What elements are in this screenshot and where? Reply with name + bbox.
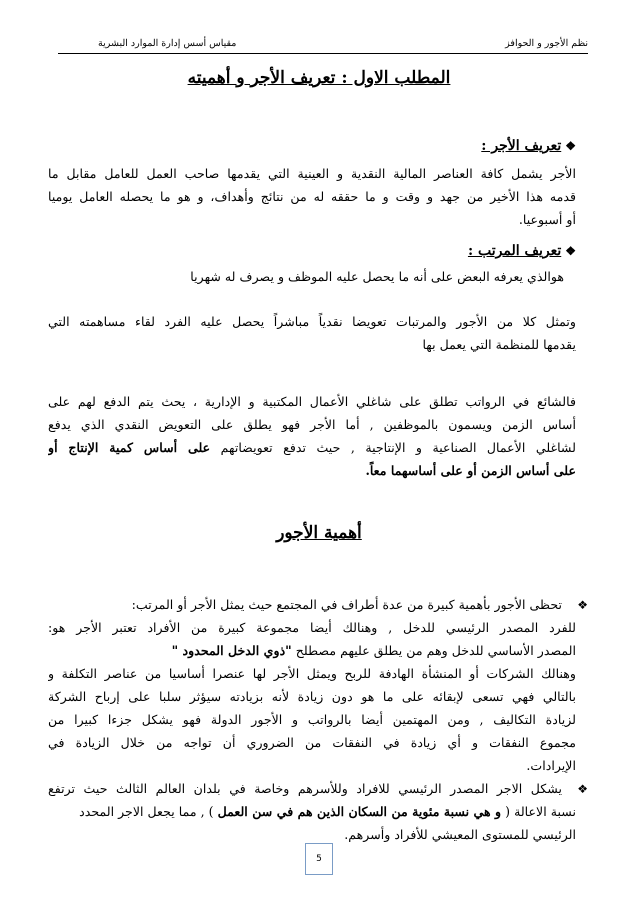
- bold-text: و هي نسبة مئوية من السكان الذين هم في سن العمل: [217, 804, 502, 819]
- header-divider: [58, 53, 588, 54]
- text-line: للفرد المصدر الرئيسي للدخل , وهنالك أيضا مجموعة كبيرة من الأفراد تعتبر الأجر هو:: [48, 620, 576, 635]
- diamond-bullet-icon: ❖: [577, 598, 588, 612]
- wage-definition-heading: [481, 138, 576, 154]
- text-line: [48, 639, 576, 662]
- common-usage-paragraph: [48, 390, 576, 482]
- text-line: الإيرادات.: [526, 758, 576, 773]
- page-number: 5: [305, 843, 333, 875]
- diamond-bullet-icon: ❖: [577, 782, 588, 796]
- text-line: مجموع النفقات و أي زيادة في النفقات من الضروري أن تواجه من خلال الزيادة في: [48, 735, 576, 750]
- text-line: فالشائع في الرواتب تطلق على شاغلي الأعمال المكتبية و الإدارية ، يحث يتم الدفع لهم على: [48, 394, 576, 409]
- importance-bullet-2: [48, 777, 576, 846]
- text-line: هوالذي يعرفه البعض على أنه ما يحصل عليه الموظف و يصرف له شهريا: [190, 269, 564, 284]
- text-line: أو أسبوعيا.: [518, 212, 576, 227]
- diamond-bullet-icon: ❖: [565, 139, 576, 153]
- text-line: يقدمها للمنظمة التي يعمل بها: [422, 337, 576, 352]
- salary-detail-paragraph: [48, 310, 576, 356]
- text-line: يشكل الاجر المصدر الرئيسي للافراد وللأسرهم وخاصة في بلدان العالم الثالث حيث ترتفع: [48, 781, 562, 796]
- text-line: الرئيسي للمستوى المعيشي للأفراد وأسرهم.: [344, 827, 576, 842]
- header-right-text: نظم الأجور و الحوافز: [505, 38, 588, 49]
- bold-text: "ذوي الدخل المحدود ": [171, 643, 292, 658]
- text-line: على أساس الزمن أو على أساسهما معاً.: [365, 463, 576, 478]
- text-line: لزيادة التكاليف , ومن المهتمين أيضا بالرواتب و الأجور الدولة فهو يشكل جزءا كبيرا من: [48, 712, 576, 727]
- text-segment: نسبة الاعالة (: [505, 804, 576, 819]
- text-line: وتمثل كلا من الأجور والمرتبات تعويضا نقدياً مباشراً يحصل عليه الفرد لقاء مساهمته التي: [48, 314, 576, 329]
- diamond-bullet-icon: ❖: [565, 244, 576, 258]
- wage-definition-paragraph: [48, 162, 576, 231]
- text-segment: المصدر الأساسي للدخل وهم من يطلق عليهم مصطلح: [295, 643, 576, 658]
- importance-bullet-1: [48, 593, 576, 777]
- text-line: بالتالي فهي تسعى لإبقائه على ما هو دون زيادة لأنه بزيادته سيؤثر سلبا على إرباح الشركة: [48, 689, 576, 704]
- salary-definition-paragraph: [48, 265, 576, 288]
- text-line: وهنالك الشركات أو المنشأة الهادفة للربح ويمثل الأجر لها عنصرا أساسيا من عناصر التكلفة و: [48, 666, 576, 681]
- wage-definition-label: تعريف الأجر :: [481, 138, 562, 154]
- salary-definition-label: تعريف المرتب :: [467, 243, 562, 259]
- text-line: [48, 436, 576, 459]
- text-segment: لشاغلي الأعمال الصناعية و الإنتاجية , حيث تدفع تعويضاتهم: [220, 440, 576, 455]
- text-segment: ) , مما يجعل الاجر المحدد: [79, 804, 214, 819]
- text-line: [48, 800, 576, 823]
- text-line: الأجر يشمل كافة العناصر المالية النقدية و العينية التي يقدمها صاحب العمل للعامل مقابل ما: [48, 166, 576, 181]
- text-line: أساس الزمن ويسمون بالموظفين , أما الأجر فهو يطلق على التعويض النقدي الذي يدفع: [48, 417, 576, 432]
- salary-definition-heading: [468, 243, 576, 259]
- page-title: المطلب الاول : تعريف الأجر و أهميته: [187, 68, 451, 88]
- bold-text: على أساس كمية الإنتاج أو: [48, 440, 211, 455]
- importance-title: أهمية الأجور: [276, 523, 362, 543]
- header-left-text: مقياس أسس إدارة الموارد البشرية: [98, 38, 237, 49]
- text-line: تحظى الأجور بأهمية كبيرة من عدة أطراف في المجتمع حيث يمثل الأجر أو المرتب:: [131, 597, 562, 612]
- text-line: قدمه هذا الأخير من جهد و وقت و ما حققه له من نتائج وأهداف، و هو ما يحصله العامل يوميا: [48, 189, 576, 204]
